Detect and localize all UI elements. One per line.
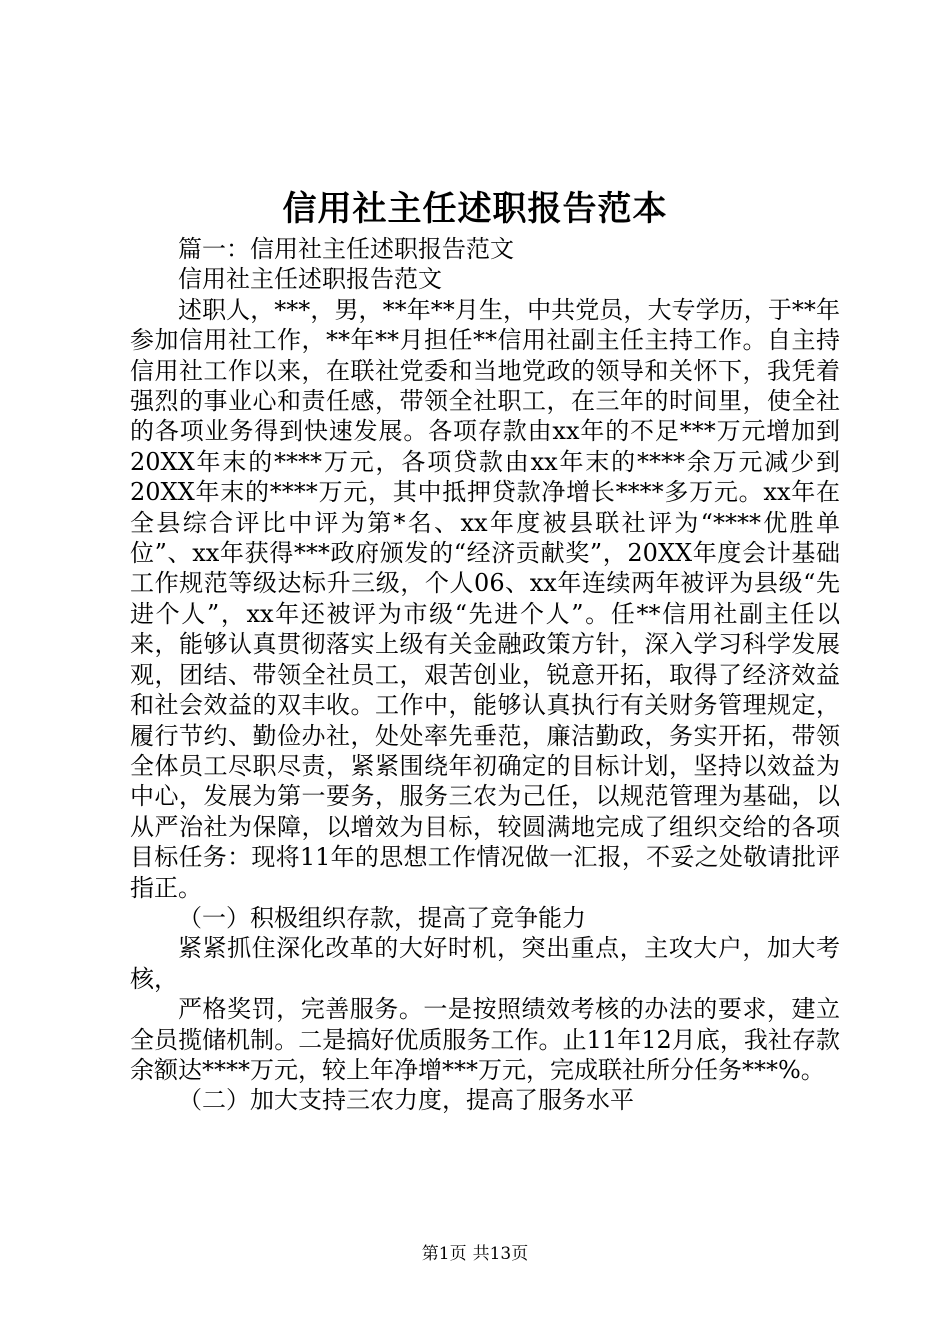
section-heading-deposits: （一）积极组织存款，提高了竞争能力 <box>178 903 586 932</box>
subtitle: 信用社主任述职报告范文 <box>178 265 442 294</box>
page-footer <box>0 1242 950 1266</box>
paragraph-introduction: 述职人，***，男，**年**月生，中共党员，大专学历，于**年参加信用社工作，**年**月担任**信用社副主任主持工作。自主持信用社工作以来，在联社党委和当地党政的领导和关怀下，我凭着强烈的事业心和责任感，带领全社职工，在三年的时间里，使全社的各项业务得到快速发展。各项存款由xx年的不足***万元增加到20XX年末的****万元，各项贷款由xx年末的****余万元减少到20XX年末的****万元，其中抵押贷款净增长****多万元。xx年在全县综合评比中评为第*名、xx年度被县联社评为“****优胜单位”、xx年获得***政府颁发的“经济贡献奖”，20XX年度会计基础工作规范等级达标升三级，个人06、xx年连续两年被评为县级“先进个人”，xx年还被评为市级“先进个人”。任**信用社副主任以来，能够认真贯彻落实上级有关金融政策方针，深入学习科学发展观，团结、带领全社员工，艰苦创业，锐意开拓，取得了经济效益和社会效益的双丰收。工作中，能够认真执行有关财务管理规定，履行节约、勤俭办社，处处率先垂范，廉洁勤政，务实开拓，带领全体员工尽职尽责，紧紧围绕年初确定的目标计划，坚持以效益为中心，发展为第一要务，服务三农为己任，以规范管理为基础，以从严治社为保障，以增效为目标，较圆满地完成了组织交给的各项目标任务：现将11年的思想工作情况做一汇报，不妥之处敬请批评指正。 <box>130 295 840 902</box>
paragraph-deposits-1: 紧紧抓住深化改革的大好时机，突出重点，主攻大户，加大考核， <box>130 934 840 993</box>
document-body <box>130 234 840 1116</box>
page-number: 第1页 <box>421 1244 467 1264</box>
paragraph-deposits-2: 严格奖罚，完善服务。一是按照绩效考核的办法的要求，建立全员揽储机制。二是搞好优质服务工作。止11年12月底，我社存款余额达****万元，较上年净增***万元，完成联社所分任务***%。 <box>130 995 840 1084</box>
page-total: 共13页 <box>472 1244 529 1264</box>
section-heading-agriculture: （二）加大支持三农力度，提高了服务水平 <box>178 1086 634 1115</box>
document-title: 信用社主任述职报告范本 <box>282 189 668 229</box>
section-heading-article-one: 篇一：信用社主任述职报告范文 <box>178 235 514 263</box>
